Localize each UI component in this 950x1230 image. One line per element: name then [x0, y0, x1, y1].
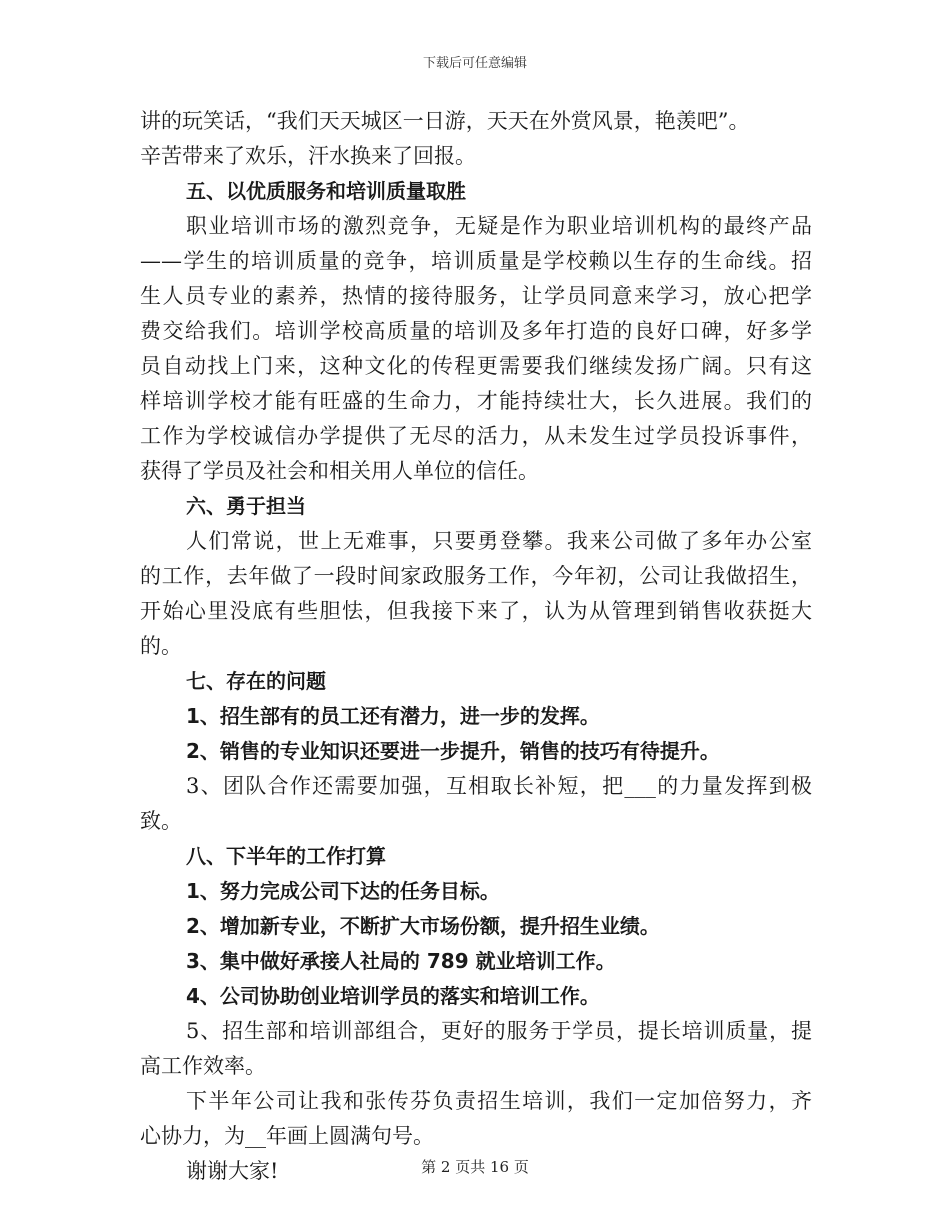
section-heading-line: 1、招生部有的员工还有潜力，进一步的发挥。: [186, 704, 600, 728]
paragraph-line: 的工作，去年做了一段时间家政服务工作，今年初，公司让我做招生，: [140, 564, 812, 588]
paragraph-line: 职业培训市场的激烈竞争，无疑是作为职业培训机构的最终产品: [186, 214, 812, 238]
section-heading-line: 八、下半年的工作打算: [186, 844, 386, 868]
paragraph-line: 的。: [140, 634, 182, 658]
paragraph-line: 高工作效率。: [140, 1054, 266, 1078]
paragraph-line: 获得了学员及社会和相关用人单位的信任。: [140, 459, 539, 483]
section-heading-line: 五、以优质服务和培训质量取胜: [186, 179, 466, 203]
paragraph-line: 生人员专业的素养，热情的接待服务，让学员同意来学习，放心把学: [140, 284, 812, 308]
section-heading-line: 2、增加新专业，不断扩大市场份额，提升招生业绩。: [186, 914, 660, 938]
paragraph-line: 心协力，为__年画上圆满句号。: [140, 1124, 434, 1148]
paragraph-line: 致。: [140, 809, 182, 833]
section-heading-line: 六、勇于担当: [186, 494, 306, 518]
paragraph-line: 员自动找上门来，这种文化的传程更需要我们继续发扬广阔。只有这: [140, 354, 812, 378]
document-body: [140, 104, 812, 1189]
paragraph-line: 人们常说，世上无难事，只要勇登攀。我来公司做了多年办公室: [186, 529, 812, 553]
section-heading-line: 4、公司协助创业培训学员的落实和培训工作。: [186, 984, 600, 1008]
paragraph-line: 工作为学校诚信办学提供了无尽的活力，从未发生过学员投诉事件，: [140, 424, 812, 448]
section-heading-line: 七、存在的问题: [186, 669, 326, 693]
paragraph-line: 辛苦带来了欢乐，汗水换来了回报。: [140, 144, 476, 168]
paragraph-line: 下半年公司让我和张传芬负责招生培训，我们一定加倍努力，齐: [186, 1089, 812, 1113]
section-heading-line: 3、集中做好承接人社局的 789 就业培训工作。: [186, 949, 616, 973]
paragraph-line: 5、招生部和培训部组合，更好的服务于学员，提长培训质量，提: [186, 1019, 812, 1043]
page-footer: 第 2 页共 16 页: [421, 1158, 529, 1176]
paragraph-line: 谢谢大家!: [186, 1159, 279, 1183]
section-heading-line: 2、销售的专业知识还要进一步提升，销售的技巧有待提升。: [186, 739, 720, 763]
page-header: 下载后可任意编辑: [422, 56, 527, 71]
paragraph-line: 讲的玩笑话，“我们天天城区一日游，天天在外赏风景，艳羡吧”。: [140, 109, 750, 133]
paragraph-line: 开始心里没底有些胆怯，但我接下来了，认为从管理到销售收获挺大: [140, 599, 812, 623]
paragraph-line: ——学生的培训质量的竞争，培训质量是学校赖以生存的生命线。招: [140, 249, 812, 273]
section-heading-line: 1、努力完成公司下达的任务目标。: [186, 879, 500, 903]
paragraph-line: 费交给我们。培训学校高质量的培训及多年打造的良好口碑，好多学: [140, 319, 812, 343]
paragraph-line: 3、团队合作还需要加强，互相取长补短，把___的力量发挥到极: [186, 774, 812, 798]
paragraph-line: 样培训学校才能有旺盛的生命力，才能持续壮大，长久进展。我们的: [140, 389, 812, 413]
